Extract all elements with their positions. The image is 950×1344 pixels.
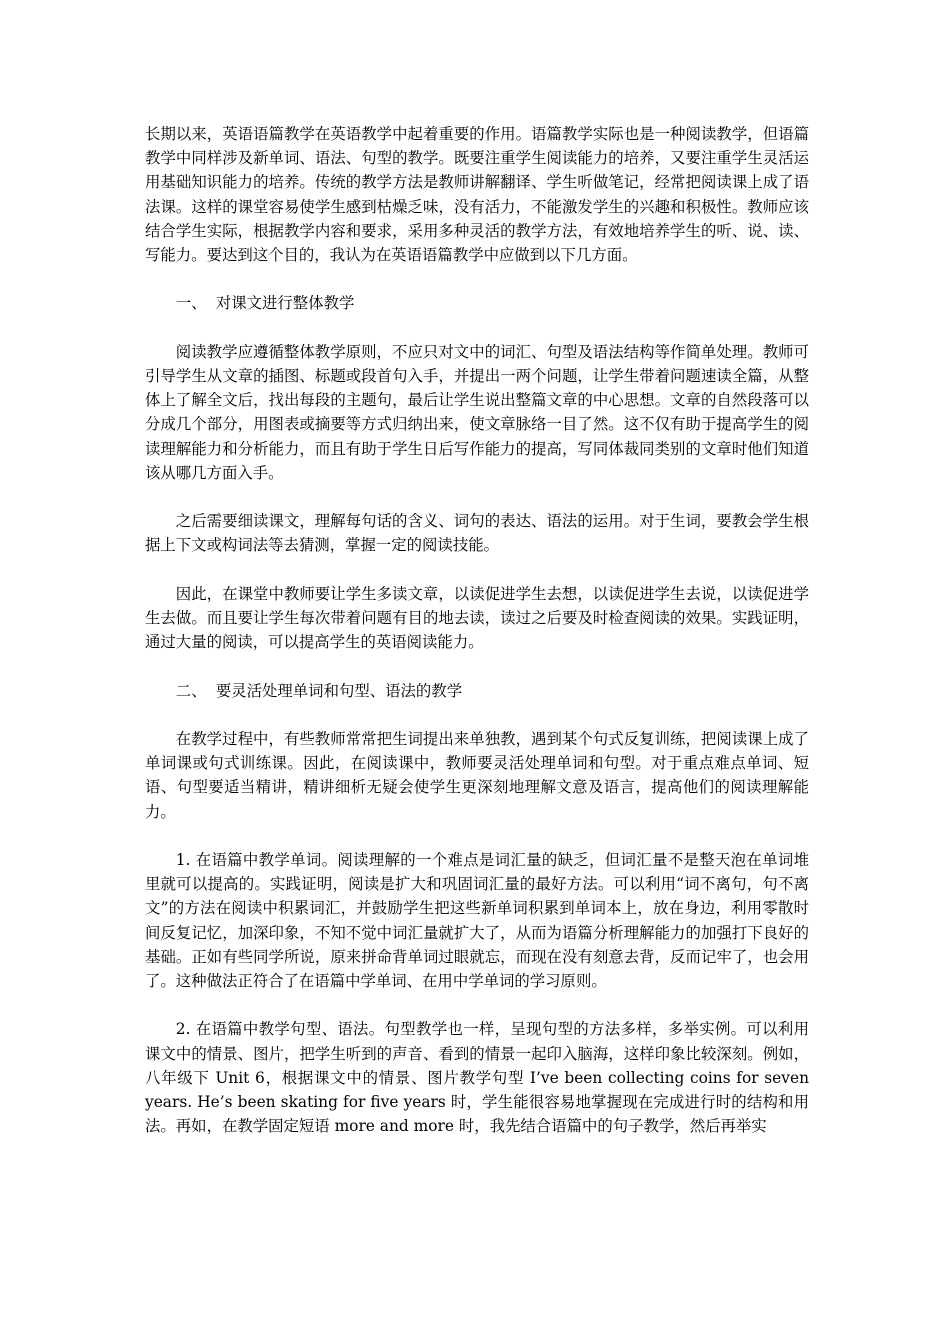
- section-2-title: 要灵活处理单词和句型、语法的教学: [215, 681, 463, 700]
- section-1-heading: [145, 291, 809, 315]
- section-1-paragraph-1: 阅读教学应遵循整体教学原则，不应只对文中的词汇、句型及语法结构等作简单处理。教师可引导学生从文章的插图、标题或段首句入手，并提出一两个问题，让学生带着问题速读全篇，从整体上了解全文后，找出每段的主题句，最后让学生说出整篇文章的中心思想。文章的自然段落可以分成几个部分，用图表或摘要等方式归纳出来，使文章脉络一目了然。这不仅有助于提高学生的阅读理解能力和分析能力，而且有助于学生日后写作能力的提高，写同体裁同类别的文章时他们知道该从哪几方面入手。: [145, 342, 809, 482]
- section-1-number: 一、: [175, 294, 207, 313]
- section-1-paragraph-2: 之后需要细读课文，理解每句话的含义、词句的表达、语法的运用。对于生词，要教会学生根据上下文或构词法等去猜测，掌握一定的阅读技能。: [145, 512, 809, 555]
- intro-paragraph: 长期以来，英语语篇教学在英语教学中起着重要的作用。语篇教学实际也是一种阅读教学，但语篇教学中同样涉及新单词、语法、句型的教学。既要注重学生阅读能力的培养，又要注重学生灵活运用基础知识能力的培养。传统的教学方法是教师讲解翻译、学生听做笔记，经常把阅读课上成了语法课。这样的课堂容易使学生感到枯燥乏味，没有活力，不能激发学生的兴趣和积极性。教师应该结合学生实际，根据教学内容和要求，采用多种灵活的教学方法，有效地培养学生的听、说、读、写能力。要达到这个目的，我认为在英语语篇教学中应做到以下几方面。: [145, 125, 809, 265]
- section-1-title: 对课文进行整体教学: [215, 294, 355, 313]
- document-page: [145, 122, 809, 1163]
- section-2-paragraph-2: 1. 在语篇中教学单词。阅读理解的一个难点是词汇量的缺乏，但词汇量不是整天泡在单词堆里就可以提高的。实践证明，阅读是扩大和巩固词汇量的最好方法。可以利用“词不离句，句不离文”的方法在阅读中积累词汇，并鼓励学生把这些新单词积累到单词本上，放在身边，利用零散时间反复记忆，加深印象，不知不觉中词汇量就扩大了，从而为语篇分析理解能力的加强打下良好的基础。正如有些同学所说，原来拼命背单词过眼就忘，而现在没有刻意去背，反而记牢了，也会用了。这种做法正符合了在语篇中学单词、在用中学单词的学习原则。: [145, 850, 809, 990]
- section-2-heading: [145, 679, 809, 703]
- section-1-paragraph-3: 因此，在课堂中教师要让学生多读文章，以读促进学生去想，以读促进学生去说，以读促进学生去做。而且要让学生每次带着问题有目的地去读，读过之后要及时检查阅读的效果。实践证明，通过大量的阅读，可以提高学生的英语阅读能力。: [145, 584, 809, 652]
- section-2-number: 二、: [175, 681, 207, 700]
- section-2-paragraph-3: 2. 在语篇中教学句型、语法。句型教学也一样，呈现句型的方法多样，多举实例。可以利用课文中的情景、图片，把学生听到的声音、看到的情景一起印入脑海，这样印象比较深刻。例如，八年级下 Unit 6，根据课文中的情景、图片教学句型 I’ve been collecting coins for seven years. He’s been skating for five years 时，学生能很容易地掌握现在完成进行时的结构和用法。再如，在教学固定短语 more and more 时，我先结合语篇中的句子教学，然后再举实: [145, 1020, 809, 1136]
- section-2-paragraph-1: 在教学过程中，有些教师常常把生词提出来单独教，遇到某个句式反复训练，把阅读课上成了单词课或句式训练课。因此，在阅读课中，教师要灵活处理单词和句型。对于重点难点单词、短语、句型要适当精讲，精讲细析无疑会使学生更深刻地理解文意及语言，提高他们的阅读理解能力。: [145, 729, 809, 821]
